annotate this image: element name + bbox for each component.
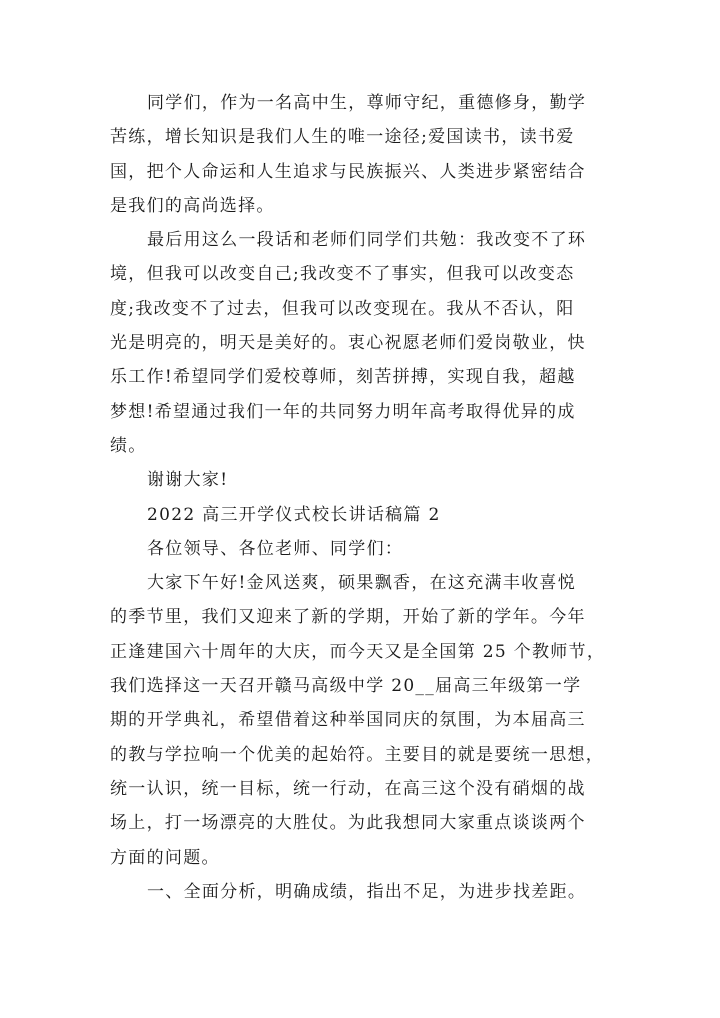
text-line: 我们选择这一天召开赣马高级中学 20__届高三年级第一学 xyxy=(110,676,582,697)
text-line: 一、全面分析，明确成绩，指出不足，为进步找差距。 xyxy=(147,881,587,902)
text-line: 正逢建国六十周年的大庆，而今天又是全国第 25 个教师节， xyxy=(110,641,606,662)
document-body xyxy=(110,91,606,914)
text-line: 的季节里，我们又迎来了新的学期，开始了新的学年。今年 xyxy=(110,607,586,628)
text-line: 的教与学拉响一个优美的起始符。主要目的就是要统一思想， xyxy=(110,744,605,765)
text-line: 最后用这么一段话和老师们同学们共勉：我改变不了环 xyxy=(147,230,587,251)
text-line: 谢谢大家! xyxy=(147,470,229,491)
text-line: 乐工作!希望同学们爱校尊师，刻苦拼搏，实现自我，超越 xyxy=(110,367,576,388)
text-line: 同学们，作为一名高中生，尊师守纪，重德修身，勤学 xyxy=(147,93,587,113)
text-line: 各位领导、各位老师、同学们： xyxy=(147,538,404,559)
text-line: 国，把个人命运和人生追求与民族振兴、人类进步紧密结合 xyxy=(110,161,586,182)
text-line: 方面的问题。 xyxy=(110,847,220,868)
text-line: 统一认识，统一目标，统一行动，在高三这个没有硝烟的战 xyxy=(110,778,586,799)
text-line: 苦练，增长知识是我们人生的唯一途径;爱国读书，读书爱 xyxy=(110,127,575,148)
text-line: 大家下午好!金风送爽，硕果飘香，在这充满丰收喜悦 xyxy=(147,573,577,594)
text-line: 梦想!希望通过我们一年的共同努力明年高考取得优异的成 xyxy=(110,401,576,422)
text-line: 期的开学典礼，希望借着这种举国同庆的氛围，为本届高三 xyxy=(110,710,586,731)
text-line: 光是明亮的，明天是美好的。衷心祝愿老师们爱岗敬业，快 xyxy=(110,333,586,354)
text-line: 2022 高三开学仪式校长讲话稿篇 2 xyxy=(147,504,441,525)
text-line: 度;我改变不了过去，但我可以改变现在。我从不否认，阳 xyxy=(110,298,575,319)
text-line: 绩。 xyxy=(110,435,147,456)
text-line: 境，但我可以改变自己;我改变不了事实，但我可以改变态 xyxy=(110,264,575,285)
text-line: 场上，打一场漂亮的大胜仗。为此我想同大家重点谈谈两个 xyxy=(110,813,586,834)
text-line: 是我们的高尚选择。 xyxy=(110,195,275,216)
